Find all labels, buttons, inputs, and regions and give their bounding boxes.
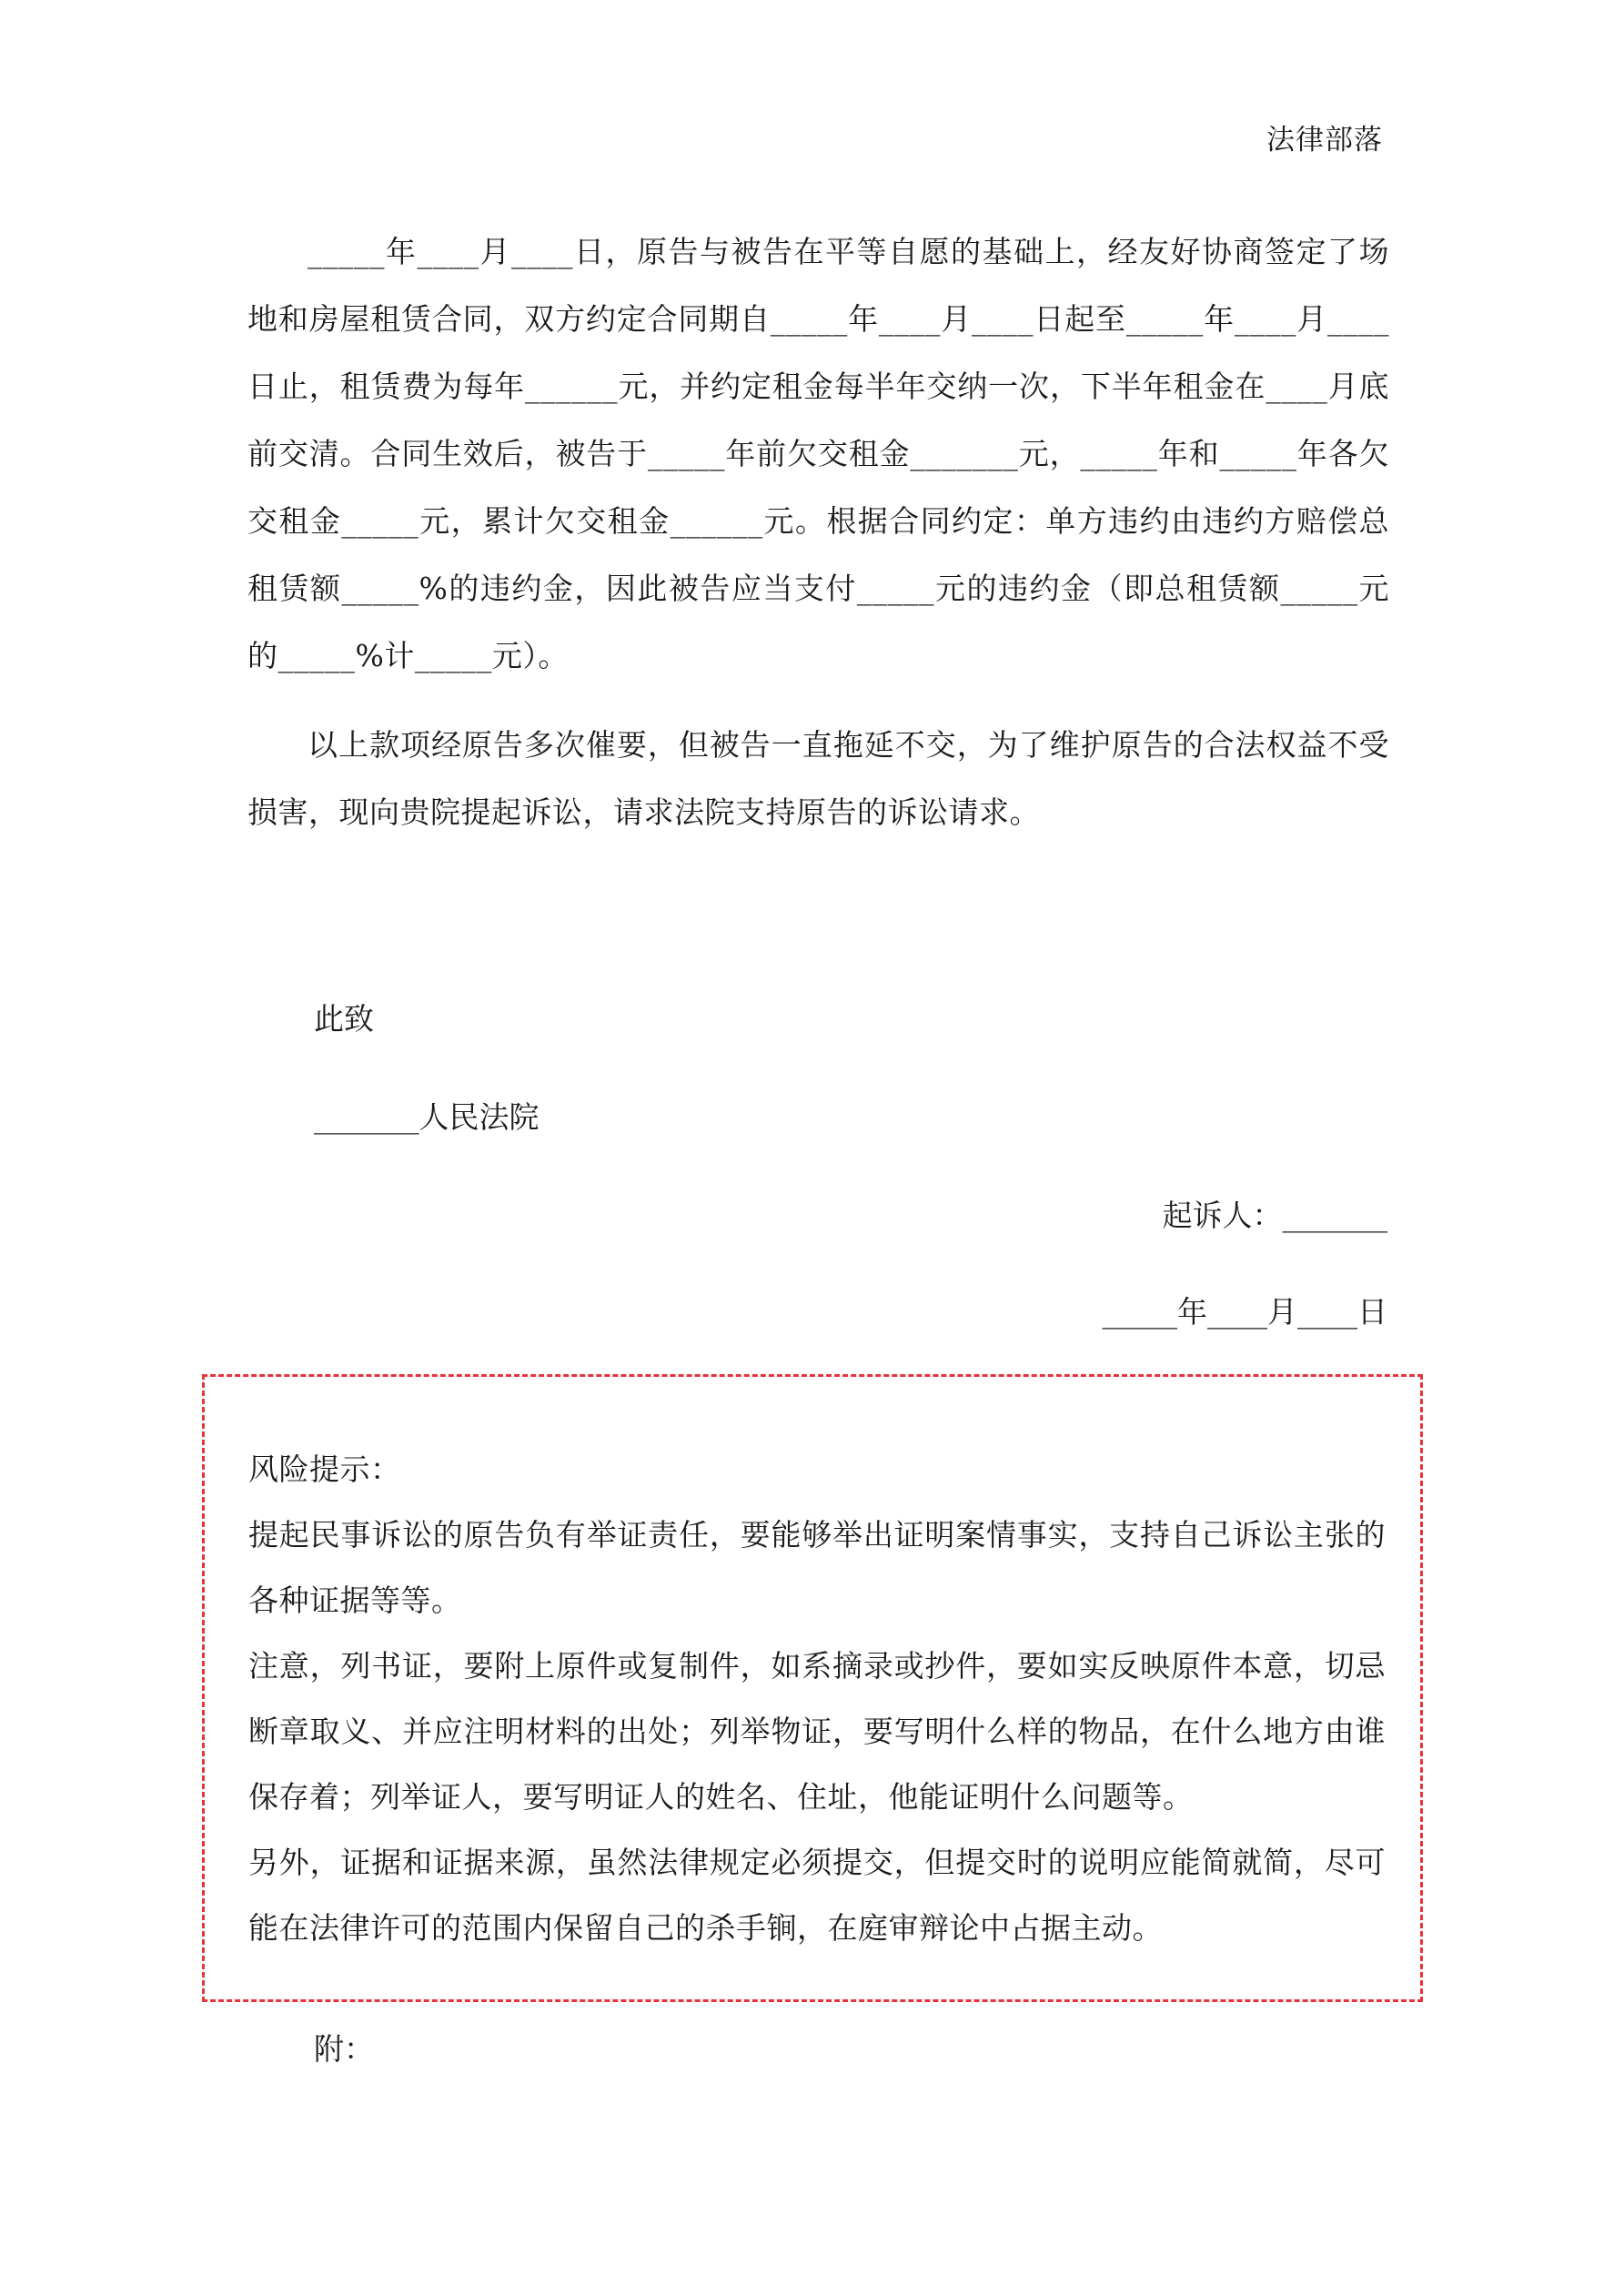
signature-date: _____年____月____日 [1102,1294,1387,1330]
attachment-label: 附： [314,2031,374,2067]
plaintiff-signature: 起诉人：_______ [1162,1198,1387,1233]
court-name: _______人民法院 [314,1099,540,1135]
risk-notice-content [248,1437,1386,1961]
risk-notice-line: 注意，列书证，要附上原件或复制件，如系摘录或抄件，要如实反映原件本意，切忌断章取义、并应注明材料的出处；列举物证，要写明什么样的物品，在什么地方由谁保存着；列举证人，要写明证人的姓名、住址，他能证明什么问题等。 [248,1648,1386,1815]
risk-notice-line: 提起民事诉讼的原告负有举证责任，要能够举出证明案情事实，支持自己诉讼主张的各种证据等等。 [248,1517,1386,1618]
risk-notice-line: 另外，证据和证据来源，虽然法律规定必须提交，但提交时的说明应能简就简，尽可能在法律许可的范围内保留自己的杀手锏，在庭审辩论中占据主动。 [248,1845,1386,1946]
document-body [247,218,1389,846]
body-paragraph-1: _____年____月____日，原告与被告在平等自愿的基础上，经友好协商签定了场地和房屋租赁合同，双方约定合同期自_____年____月____日起至_____年____月____日止，租赁费为每年______元，并约定租金每半年交纳一次，下半年租金在____月底前交清。合同生效后，被告于_____年前欠交租金_______元，_____年和_____年各欠交租金_____元，累计欠交租金______元。根据合同约定：单方违约由违约方赔偿总租赁额_____%的违约金，因此被告应当支付_____元的违约金（即总租赁额_____元的_____%计_____元）。 [247,234,1389,673]
body-paragraph-2: 以上款项经原告多次催要，但被告一直拖延不交，为了维护原告的合法权益不受损害，现向贵院提起诉讼，请求法院支持原告的诉讼请求。 [247,727,1389,830]
risk-notice-title: 风险提示： [248,1451,401,1487]
risk-notice-box [202,1374,1423,2002]
header-brand: 法律部落 [1266,124,1383,157]
salutation: 此致 [314,1001,374,1037]
